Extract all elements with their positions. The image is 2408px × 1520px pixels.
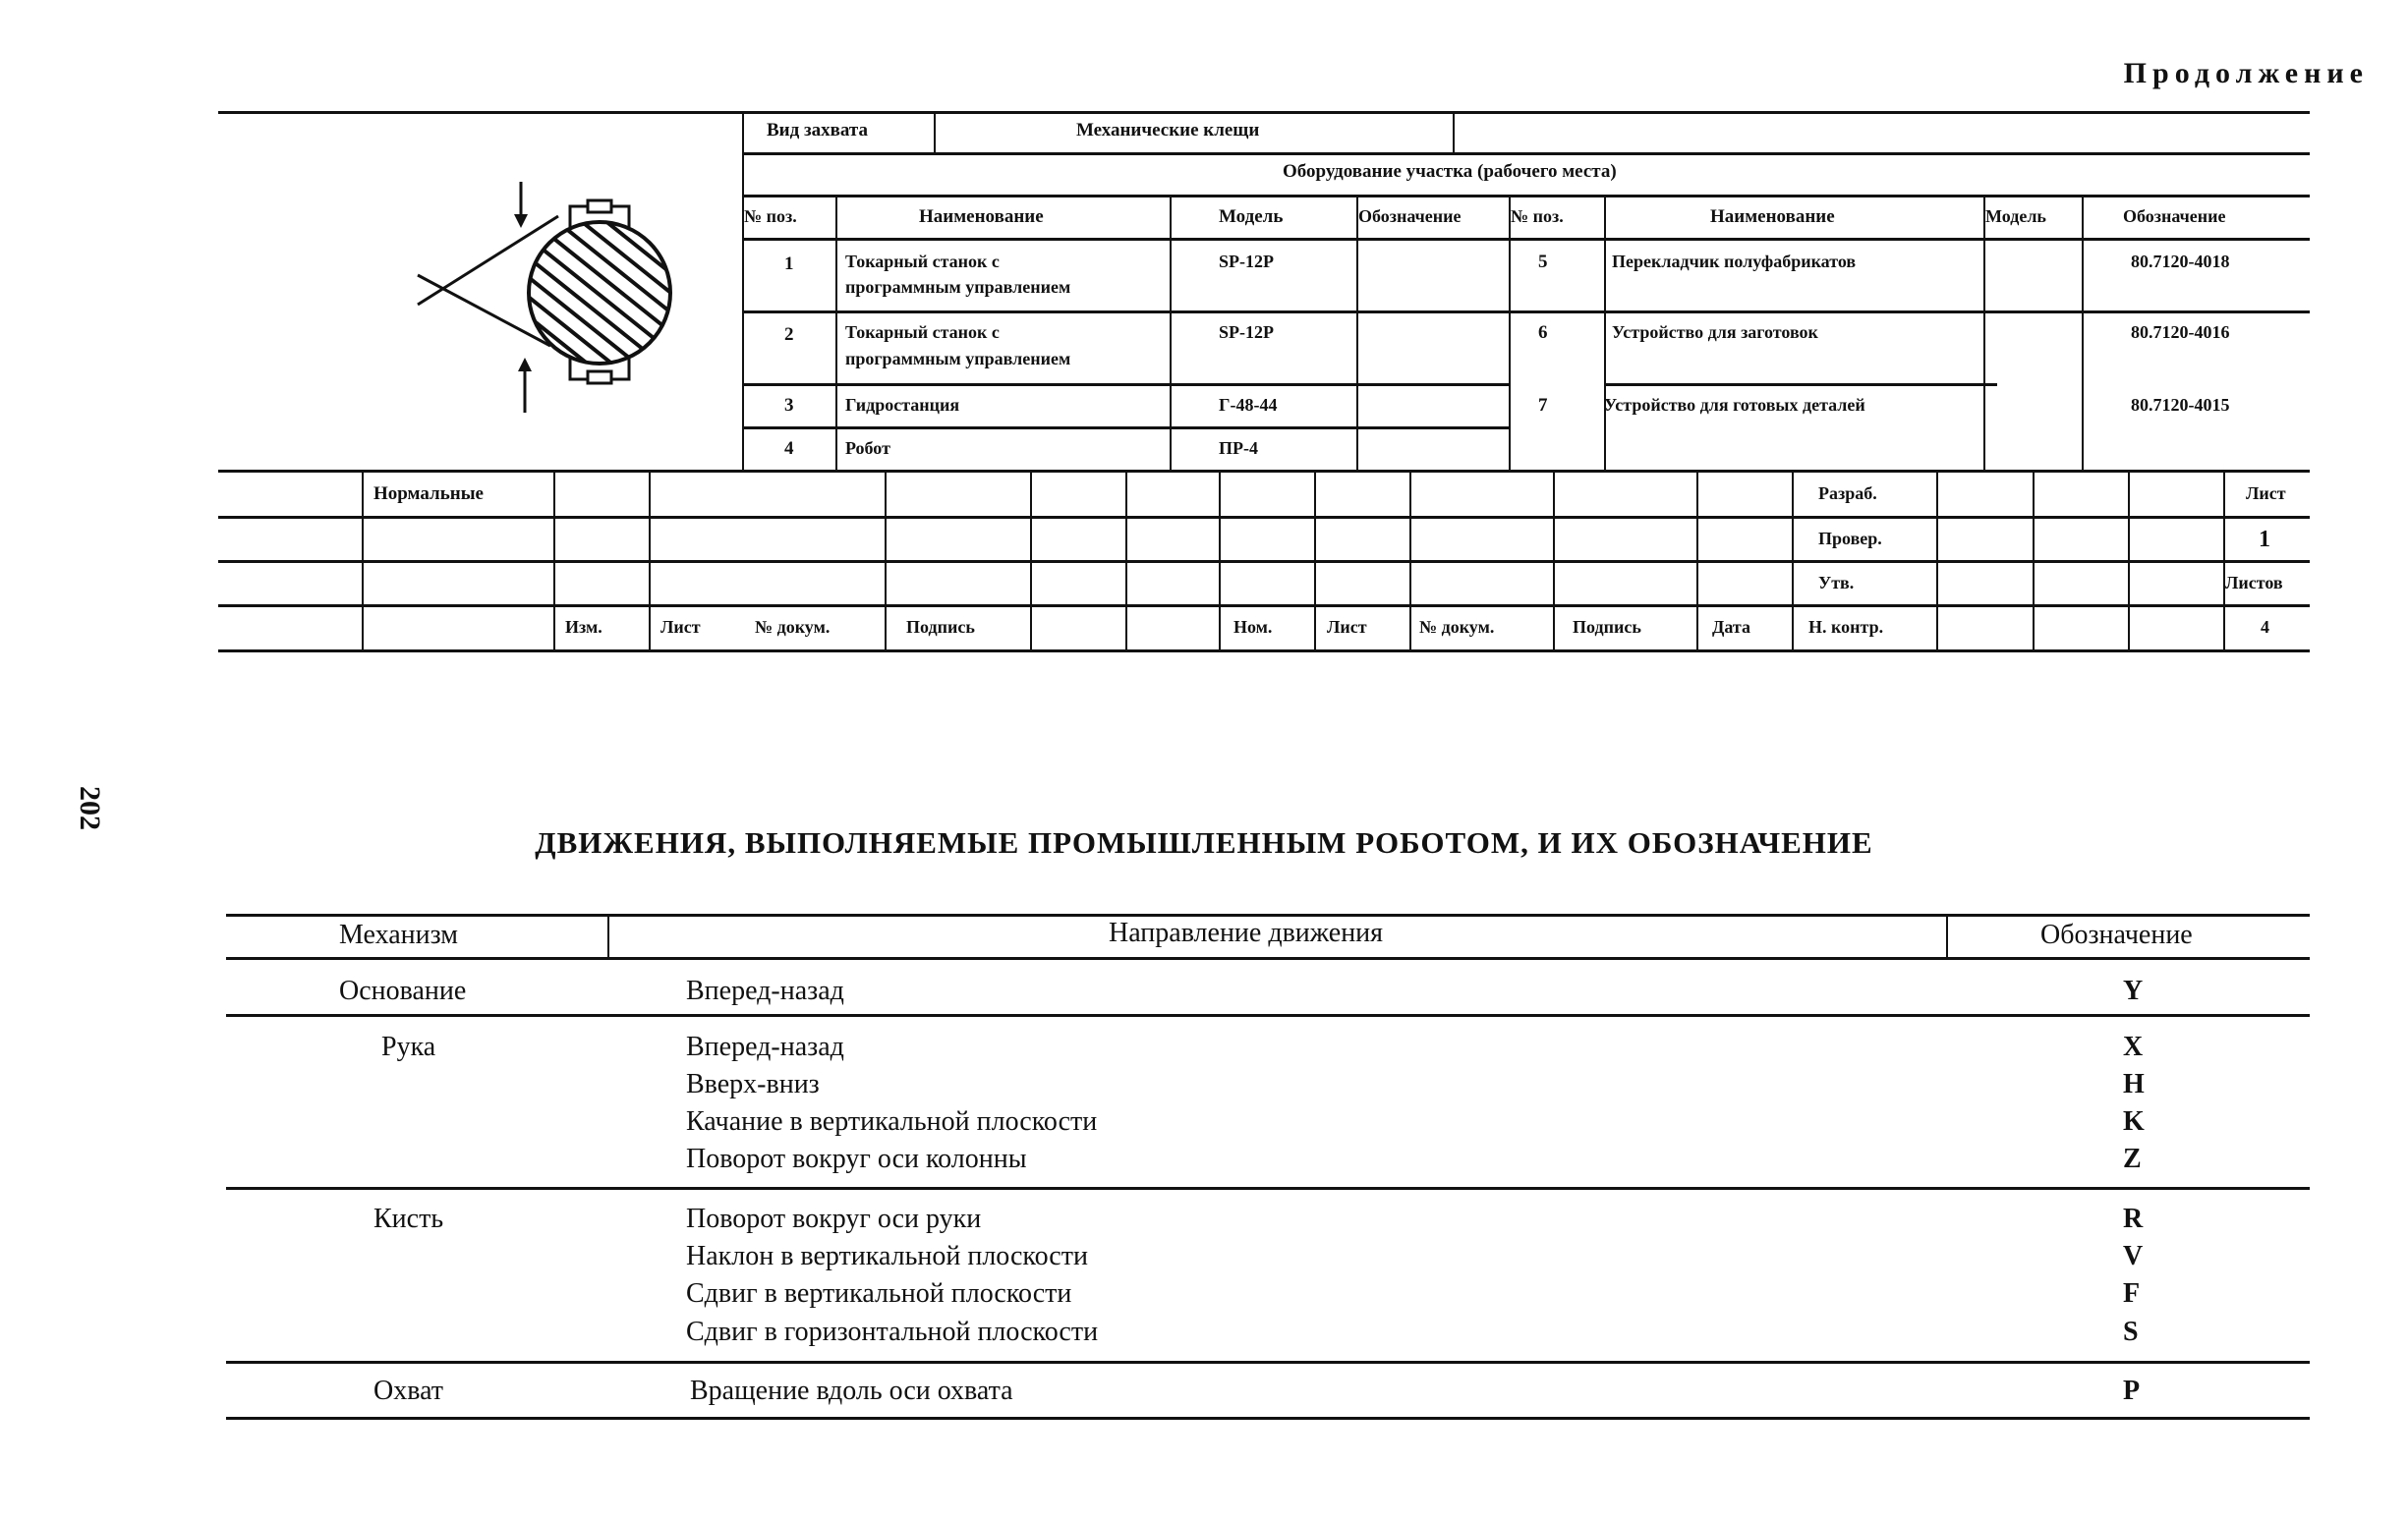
header-vline — [1946, 914, 1948, 957]
mechanism-name: Кисть — [373, 1204, 444, 1234]
form-rule — [1604, 383, 1997, 386]
equip-model: ПР-4 — [1219, 438, 1258, 458]
symbol-item: S — [2123, 1317, 2139, 1347]
equip-pos: 7 — [1538, 395, 1548, 416]
stamp-utv: Утв. — [1818, 573, 1855, 592]
header-vline — [607, 914, 609, 957]
continuation-label: Продолжение — [2123, 57, 2369, 89]
equip-code: 80.7120-4016 — [2131, 322, 2230, 342]
vid-value: Механические клещи — [1076, 120, 1260, 141]
table-bottom-rule — [226, 1417, 2310, 1420]
stamp-list: Лист — [660, 617, 701, 637]
direction-item: Поворот вокруг оси колонны — [686, 1144, 1027, 1174]
stamp-sheet-value: 1 — [2259, 527, 2270, 552]
symbol-item: R — [2123, 1204, 2144, 1234]
stamp-vline — [1030, 470, 1032, 649]
equip-name: программным управлением — [845, 277, 1071, 297]
table-header-rule — [226, 957, 2310, 960]
stamp-vline — [1125, 470, 1127, 649]
direction-item: Сдвиг в вертикальной плоскости — [686, 1278, 1072, 1309]
page-number: 202 — [74, 786, 106, 830]
stamp-podpis: Подпись — [906, 617, 975, 637]
symbol-item: X — [2123, 1032, 2144, 1062]
mechanism-name: Охват — [373, 1376, 444, 1406]
equip-name: Гидростанция — [845, 395, 960, 415]
vid-label: Вид захвата — [767, 120, 868, 141]
col-header: Модель — [1985, 206, 2046, 226]
equipment-title: Оборудование участка (рабочего места) — [1283, 161, 1617, 182]
stamp-podpis2: Подпись — [1573, 617, 1641, 637]
group-rule — [226, 1014, 2310, 1017]
stamp-prover: Провер. — [1818, 529, 1882, 548]
direction-item: Сдвиг в горизонтальной плоскости — [686, 1317, 1099, 1347]
gripper-sketch-icon — [403, 177, 698, 422]
form-vline — [1453, 111, 1455, 152]
equip-pos: 4 — [784, 438, 794, 459]
stamp-vline — [1553, 470, 1555, 649]
form-vline — [1170, 195, 1172, 470]
form-vline — [934, 111, 936, 152]
stamp-vline — [885, 470, 887, 649]
symbol-item: Z — [2123, 1144, 2142, 1174]
form-vline — [742, 111, 744, 470]
form-top-rule — [218, 111, 2310, 114]
stamp-vline — [2033, 470, 2035, 649]
stamp-vline — [362, 470, 364, 649]
equip-model: SP-12P — [1219, 322, 1274, 342]
mechanism-name: Основание — [339, 976, 467, 1006]
col-header: Модель — [1219, 206, 1284, 227]
form-rule — [742, 426, 1509, 429]
stamp-normals: Нормальные — [373, 483, 484, 504]
direction-item: Вверх-вниз — [686, 1069, 820, 1099]
col-header: Обозначение — [2123, 206, 2226, 226]
stamp-izm: Изм. — [565, 617, 602, 637]
stamp-sheets-label: Листов — [2225, 573, 2283, 592]
stamp-nom: Ном. — [1233, 617, 1273, 637]
stamp-rule — [218, 604, 2310, 607]
direction-item: Вперед-назад — [686, 976, 844, 1006]
direction-item: Поворот вокруг оси руки — [686, 1204, 982, 1234]
stamp-rule — [218, 470, 2310, 473]
symbol-item: K — [2123, 1106, 2145, 1137]
stamp-nkontr: Н. контр. — [1808, 617, 1884, 637]
equip-code: 80.7120-4018 — [2131, 252, 2230, 271]
direction-item: Вперед-назад — [686, 1032, 844, 1062]
equip-name: Перекладчик полуфабрикатов — [1612, 252, 1857, 271]
group-rule — [226, 1187, 2310, 1190]
form-vline — [1983, 195, 1985, 470]
form-vline — [835, 195, 837, 470]
stamp-vline — [1219, 470, 1221, 649]
form-vline — [1509, 195, 1511, 470]
movements-title: ДВИЖЕНИЯ, ВЫПОЛНЯЕМЫЕ ПРОМЫШЛЕННЫМ РОБОТОМ, И ИХ ОБОЗНАЧЕНИЕ — [535, 825, 1873, 860]
symbol-item: V — [2123, 1241, 2144, 1271]
stamp-vline — [2128, 470, 2130, 649]
col-symbol: Обозначение — [2040, 920, 2193, 950]
col-mechanism: Механизм — [339, 920, 458, 950]
equip-name: Токарный станок с — [845, 252, 1000, 271]
stamp-rule — [218, 516, 2310, 519]
stamp-bottom-rule — [218, 649, 2310, 652]
symbol-item: P — [2123, 1376, 2141, 1406]
equip-model: Г-48-44 — [1219, 395, 1278, 415]
form-rule — [742, 383, 1509, 386]
col-header: № поз. — [1511, 206, 1564, 226]
equip-name: Устройство для готовых деталей — [1604, 395, 1865, 415]
stamp-doc-no: № докум. — [755, 617, 831, 637]
col-header: Обозначение — [1358, 206, 1462, 226]
equip-pos: 1 — [784, 253, 794, 274]
stamp-vline — [1936, 470, 1938, 649]
table-top-rule — [226, 914, 2310, 917]
stamp-vline — [649, 470, 651, 649]
stamp-vline — [1409, 470, 1411, 649]
symbol-item: Y — [2123, 976, 2144, 1006]
symbol-item: F — [2123, 1278, 2141, 1309]
form-vline — [2082, 195, 2084, 470]
equip-pos: 3 — [784, 395, 794, 416]
equip-name: Устройство для заготовок — [1612, 322, 1818, 342]
form-rule — [742, 152, 2310, 155]
equip-name: Робот — [845, 438, 890, 458]
col-header: № поз. — [744, 206, 797, 226]
stamp-vline — [553, 470, 555, 649]
equip-pos: 2 — [784, 324, 794, 345]
equip-code: 80.7120-4015 — [2131, 395, 2230, 415]
symbol-item: H — [2123, 1069, 2145, 1099]
mechanism-name: Рука — [381, 1032, 436, 1062]
equip-pos: 6 — [1538, 322, 1548, 343]
equip-pos: 5 — [1538, 252, 1548, 272]
col-direction: Направление движения — [1109, 918, 1384, 948]
equip-model: SP-12P — [1219, 252, 1274, 271]
stamp-doc-no2: № докум. — [1419, 617, 1495, 637]
equip-name: Токарный станок с — [845, 322, 1000, 342]
form-rule — [742, 195, 2310, 197]
form-rule — [742, 310, 2310, 313]
stamp-razrab: Разраб. — [1818, 483, 1877, 503]
col-header: Наименование — [919, 206, 1044, 227]
stamp-vline — [2223, 470, 2225, 649]
stamp-list2: Лист — [1327, 617, 1367, 637]
stamp-sheet-label: Лист — [2246, 483, 2286, 503]
form-vline — [1604, 195, 1606, 470]
stamp-vline — [1792, 470, 1794, 649]
equip-name: программным управлением — [845, 349, 1071, 368]
col-header: Наименование — [1710, 206, 1835, 227]
group-rule — [226, 1361, 2310, 1364]
stamp-rule — [218, 560, 2310, 563]
form-rule — [742, 238, 2310, 241]
direction-item: Вращение вдоль оси охвата — [690, 1376, 1013, 1406]
stamp-sheets-value: 4 — [2261, 617, 2269, 637]
stamp-vline — [1314, 470, 1316, 649]
direction-item: Наклон в вертикальной плоскости — [686, 1241, 1088, 1271]
direction-item: Качание в вертикальной плоскости — [686, 1106, 1098, 1137]
stamp-date: Дата — [1712, 617, 1750, 637]
form-vline — [1356, 195, 1358, 470]
stamp-vline — [1696, 470, 1698, 649]
